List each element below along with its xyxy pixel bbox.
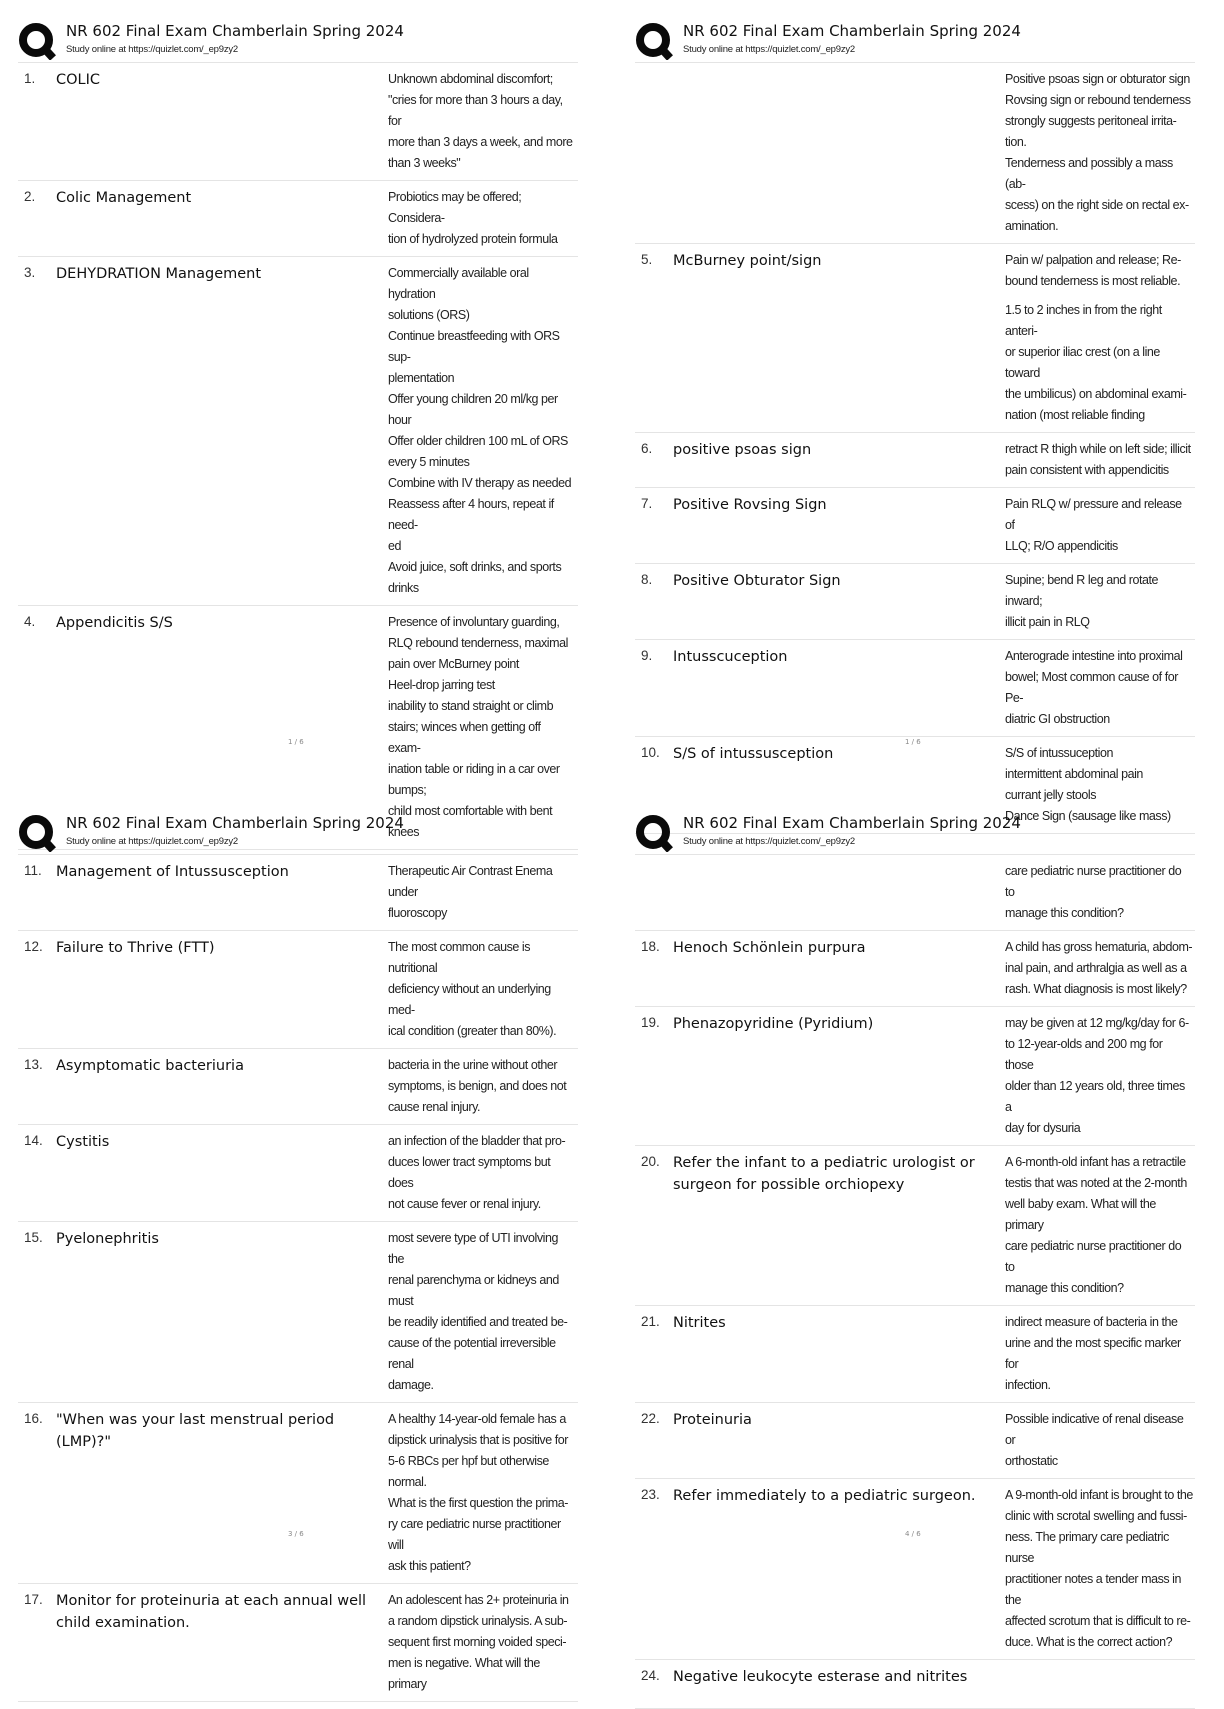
definition-line: bacteria in the urine without other bbox=[388, 1058, 558, 1072]
definition-line: ination table or riding in a car over bbox=[388, 762, 560, 776]
definition-line: ry care pediatric nurse practitioner will bbox=[388, 1517, 561, 1552]
card-term: S/S of intussusception bbox=[673, 746, 834, 762]
card-definition bbox=[1005, 1479, 1193, 1659]
definition-line: an infection of the bladder that pro- bbox=[388, 1134, 566, 1148]
flashcard-row bbox=[18, 854, 578, 931]
card-number: 13. bbox=[24, 1057, 43, 1072]
definition-line: stairs; winces when getting off exam- bbox=[388, 720, 541, 755]
definition-line: ed bbox=[388, 539, 402, 553]
card-term: Phenazopyridine (Pyridium) bbox=[673, 1016, 874, 1032]
definition-line: be readily identified and treated be- bbox=[388, 1315, 568, 1329]
card-term: Intusscuception bbox=[673, 649, 788, 665]
card-number: 17. bbox=[24, 1592, 43, 1607]
card-definition bbox=[388, 257, 576, 605]
definition-line: may be given at 12 mg/kg/day for 6- bbox=[1005, 1016, 1189, 1030]
definition-line: indirect measure of bacteria in the bbox=[1005, 1315, 1178, 1329]
flashcard-row bbox=[635, 1660, 1195, 1709]
definition-line: clinic with scrotal swelling and fussi- bbox=[1005, 1509, 1187, 1523]
definition-line: manage this condition? bbox=[1005, 1281, 1124, 1295]
flashcard-row bbox=[18, 1049, 578, 1125]
definition-line: hour bbox=[388, 413, 412, 427]
definition-line: A 6-month-old infant has a retractile bbox=[1005, 1155, 1186, 1169]
flashcard-row bbox=[635, 640, 1195, 737]
definition-line: renal parenchyma or kidneys and must bbox=[388, 1273, 559, 1308]
card-number: 21. bbox=[641, 1314, 660, 1329]
card-term: Positive Rovsing Sign bbox=[673, 497, 827, 513]
flashcard-list bbox=[635, 62, 1195, 834]
flashcard-row bbox=[635, 931, 1195, 1007]
card-term: McBurney point/sign bbox=[673, 253, 822, 269]
quizlet-logo-icon bbox=[18, 814, 56, 852]
quizlet-logo-icon bbox=[635, 814, 673, 852]
card-definition bbox=[1005, 1403, 1193, 1478]
flashcard-list bbox=[18, 62, 578, 850]
definition-line: RLQ rebound tenderness, maximal bbox=[388, 636, 568, 650]
flashcard-row bbox=[18, 181, 578, 257]
study-online-link[interactable]: Study online at https://quizlet.com/_ep9zy2 bbox=[683, 44, 856, 55]
definition-line: manage this condition? bbox=[1005, 906, 1124, 920]
flashcard-row bbox=[18, 1222, 578, 1403]
definition-line: Anterograde intestine into proximal bbox=[1005, 649, 1183, 663]
quizlet-logo-icon bbox=[18, 22, 56, 60]
study-online-link[interactable]: Study online at https://quizlet.com/_ep9zy2 bbox=[66, 836, 239, 847]
card-number: 24. bbox=[641, 1668, 660, 1683]
card-definition bbox=[1005, 640, 1193, 736]
card-number: 9. bbox=[641, 648, 653, 663]
card-term: Failure to Thrive (FTT) bbox=[56, 940, 215, 956]
definition-line: not cause fever or renal injury. bbox=[388, 1197, 541, 1211]
card-number: 5. bbox=[641, 252, 653, 267]
definition-line: most severe type of UTI involving the bbox=[388, 1231, 558, 1266]
card-number: 3. bbox=[24, 265, 36, 280]
definition-line: Tenderness and possibly a mass (ab- bbox=[1005, 156, 1173, 191]
card-number: 2. bbox=[24, 189, 36, 204]
flashcard-list bbox=[18, 854, 578, 1702]
definition-line: men is negative. What will the primary bbox=[388, 1656, 540, 1691]
flashcard-row bbox=[635, 488, 1195, 564]
flashcard-row bbox=[635, 1007, 1195, 1146]
card-definition bbox=[388, 1584, 576, 1701]
definition-line: Rovsing sign or rebound tenderness bbox=[1005, 93, 1191, 107]
definition-line: What is the first question the prima- bbox=[388, 1496, 568, 1510]
card-number: 18. bbox=[641, 939, 660, 954]
card-definition bbox=[388, 63, 576, 180]
page-title: NR 602 Final Exam Chamberlain Spring 2024 bbox=[683, 22, 1021, 40]
definition-line: 5-6 RBCs per hpf but otherwise normal. bbox=[388, 1454, 549, 1489]
definition-line: Heel-drop jarring test bbox=[388, 678, 495, 692]
definition-line: Positive psoas sign or obturator sign bbox=[1005, 72, 1190, 86]
card-term: Pyelonephritis bbox=[56, 1231, 159, 1247]
card-definition bbox=[1005, 1146, 1193, 1305]
definition-line: than 3 weeks" bbox=[388, 156, 461, 170]
flashcard-row bbox=[18, 62, 578, 181]
card-definition bbox=[388, 1403, 576, 1583]
definition-line: 1.5 to 2 inches in from the right anteri- bbox=[1005, 303, 1162, 338]
page-title: NR 602 Final Exam Chamberlain Spring 2024 bbox=[683, 814, 1021, 832]
card-term: Positive Obturator Sign bbox=[673, 573, 841, 589]
definition-line: Commercially available oral hydration bbox=[388, 266, 529, 301]
definition-line: a random dipstick urinalysis. A sub- bbox=[388, 1614, 568, 1628]
card-number: 14. bbox=[24, 1133, 43, 1148]
card-definition bbox=[388, 1222, 576, 1402]
card-number: 20. bbox=[641, 1154, 660, 1169]
card-term: Cystitis bbox=[56, 1134, 110, 1150]
definition-line: An adolescent has 2+ proteinuria in bbox=[388, 1593, 569, 1607]
card-definition bbox=[388, 1125, 576, 1221]
page-header bbox=[18, 812, 596, 854]
definition-line: symptoms, is benign, and does not bbox=[388, 1079, 567, 1093]
definition-line: amination. bbox=[1005, 219, 1059, 233]
definition-line: Combine with IV therapy as needed bbox=[388, 476, 572, 490]
definition-line: currant jelly stools bbox=[1005, 788, 1097, 802]
document-page bbox=[635, 812, 1213, 1685]
page-number: 1 / 6 bbox=[288, 738, 304, 746]
card-term: Proteinuria bbox=[673, 1412, 752, 1428]
definition-line: to 12-year-olds and 200 mg for those bbox=[1005, 1037, 1163, 1072]
definition-line: Reassess after 4 hours, repeat if need- bbox=[388, 497, 554, 532]
flashcard-row bbox=[635, 1146, 1195, 1306]
card-definition bbox=[1005, 433, 1193, 487]
definition-line: duce. What is the correct action? bbox=[1005, 1635, 1173, 1649]
definition-line: more than 3 days a week, and more bbox=[388, 135, 573, 149]
card-term: COLIC bbox=[56, 72, 101, 88]
definition-line: ness. The primary care pediatric nurse bbox=[1005, 1530, 1169, 1565]
definition-line: Probiotics may be offered; Considera- bbox=[388, 190, 522, 225]
card-definition bbox=[388, 931, 576, 1048]
definition-line: pain over McBurney point bbox=[388, 657, 519, 671]
flashcard-row bbox=[635, 62, 1195, 244]
document-page bbox=[635, 20, 1213, 823]
definition-line: orthostatic bbox=[1005, 1454, 1058, 1468]
card-term: Appendicitis S/S bbox=[56, 615, 173, 631]
card-term: "When was your last menstrual period (LMP)?" bbox=[56, 1412, 335, 1450]
card-term: Henoch Schönlein purpura bbox=[673, 940, 866, 956]
definition-line: cause renal injury. bbox=[388, 1100, 480, 1114]
page-number: 4 / 6 bbox=[905, 1530, 921, 1538]
definition-line: or superior iliac crest (on a line toward bbox=[1005, 345, 1160, 380]
flashcard-row bbox=[635, 564, 1195, 640]
definition-line: Offer older children 100 mL of ORS bbox=[388, 434, 568, 448]
page-header bbox=[635, 812, 1213, 854]
definition-line: inability to stand straight or climb bbox=[388, 699, 554, 713]
definition-line: ical condition (greater than 80%). bbox=[388, 1024, 557, 1038]
card-number: 4. bbox=[24, 614, 36, 629]
definition-line: solutions (ORS) bbox=[388, 308, 470, 322]
card-term: Negative leukocyte esterase and nitrites bbox=[673, 1669, 968, 1685]
definition-line: care pediatric nurse practitioner do to bbox=[1005, 1239, 1182, 1274]
flashcard-row bbox=[635, 854, 1195, 931]
card-number: 8. bbox=[641, 572, 653, 587]
card-number: 19. bbox=[641, 1015, 660, 1030]
definition-line: Continue breastfeeding with ORS sup- bbox=[388, 329, 560, 364]
flashcard-row bbox=[18, 1403, 578, 1584]
definition-line: strongly suggests peritoneal irrita- bbox=[1005, 114, 1177, 128]
definition-line: infection. bbox=[1005, 1378, 1051, 1392]
definition-line: the umbilicus) on abdominal exami- bbox=[1005, 387, 1187, 401]
flashcard-list bbox=[635, 854, 1195, 1709]
page-header bbox=[635, 20, 1213, 62]
definition-line: deficiency without an underlying med- bbox=[388, 982, 551, 1017]
card-term: DEHYDRATION Management bbox=[56, 266, 262, 282]
card-number: 1. bbox=[24, 71, 36, 86]
card-term: Asymptomatic bacteriuria bbox=[56, 1058, 244, 1074]
definition-line: intermittent abdominal pain bbox=[1005, 767, 1143, 781]
definition-line: illicit pain in RLQ bbox=[1005, 615, 1090, 629]
definition-line: nation (most reliable finding bbox=[1005, 408, 1145, 422]
definition-line: drinks bbox=[388, 581, 419, 595]
card-term: Management of Intussusception bbox=[56, 864, 289, 880]
definition-line: urine and the most specific marker for bbox=[1005, 1336, 1181, 1371]
card-definition bbox=[388, 1049, 576, 1124]
page-number: 1 / 6 bbox=[905, 738, 921, 746]
definition-line: well baby exam. What will the primary bbox=[1005, 1197, 1156, 1232]
definition-line: A 9-month-old infant is brought to the bbox=[1005, 1488, 1193, 1502]
card-number: 10. bbox=[641, 745, 660, 760]
definition-line: every 5 minutes bbox=[388, 455, 470, 469]
card-number: 11. bbox=[24, 863, 42, 878]
definition-line: fluoroscopy bbox=[388, 906, 447, 920]
flashcard-row bbox=[635, 1306, 1195, 1403]
card-definition bbox=[1005, 1007, 1193, 1145]
flashcard-row bbox=[18, 931, 578, 1049]
page-title: NR 602 Final Exam Chamberlain Spring 2024 bbox=[66, 22, 404, 40]
flashcard-row bbox=[18, 1584, 578, 1702]
definition-line: The most common cause is nutritional bbox=[388, 940, 531, 975]
card-definition bbox=[1005, 488, 1193, 563]
page-title: NR 602 Final Exam Chamberlain Spring 2024 bbox=[66, 814, 404, 832]
card-definition bbox=[1005, 1660, 1193, 1708]
definition-line: child most comfortable with bent bbox=[388, 804, 553, 818]
card-definition bbox=[1005, 63, 1193, 243]
card-number: 22. bbox=[641, 1411, 660, 1426]
definition-line: LLQ; R/O appendicitis bbox=[1005, 539, 1118, 553]
card-number: 12. bbox=[24, 939, 43, 954]
study-online-link[interactable]: Study online at https://quizlet.com/_ep9zy2 bbox=[66, 44, 239, 55]
definition-line: practitioner notes a tender mass in the bbox=[1005, 1572, 1182, 1607]
definition-line: Unknown abdominal discomfort; bbox=[388, 72, 553, 86]
definition-line: tion of hydrolyzed protein formula bbox=[388, 232, 558, 246]
definition-line: Offer young children 20 ml/kg per bbox=[388, 392, 558, 406]
definition-line: cause of the potential irreversible renal bbox=[388, 1336, 556, 1371]
flashcard-row bbox=[635, 244, 1195, 433]
definition-line: older than 12 years old, three times a bbox=[1005, 1079, 1185, 1114]
study-online-link[interactable]: Study online at https://quizlet.com/_ep9zy2 bbox=[683, 836, 856, 847]
flashcard-row bbox=[635, 1479, 1195, 1660]
definition-line: A child has gross hematuria, abdom- bbox=[1005, 940, 1193, 954]
card-number: 7. bbox=[641, 496, 653, 511]
definition-line: pain consistent with appendicitis bbox=[1005, 463, 1169, 477]
definition-line: care pediatric nurse practitioner do to bbox=[1005, 864, 1182, 899]
definition-line: ask this patient? bbox=[388, 1559, 471, 1573]
definition-line: Pain RLQ w/ pressure and release of bbox=[1005, 497, 1182, 532]
card-number: 16. bbox=[24, 1411, 43, 1426]
flashcard-row bbox=[635, 1403, 1195, 1479]
card-number: 15. bbox=[24, 1230, 43, 1245]
definition-line: "cries for more than 3 hours a day, for bbox=[388, 93, 563, 128]
definition-line: bumps; bbox=[388, 783, 427, 797]
card-number: 23. bbox=[641, 1487, 660, 1502]
flashcard-row bbox=[635, 433, 1195, 488]
definition-line: Pain w/ palpation and release; Re- bbox=[1005, 253, 1181, 267]
flashcard-row bbox=[18, 257, 578, 606]
definition-line: Dance Sign (sausage like mass) bbox=[1005, 809, 1171, 823]
definition-line: tion. bbox=[1005, 135, 1027, 149]
card-term: Refer the infant to a pediatric urologist or surgeon for possible orchiopexy bbox=[673, 1155, 975, 1193]
card-definition bbox=[1005, 244, 1193, 432]
quizlet-logo-icon bbox=[635, 22, 673, 60]
card-definition bbox=[388, 855, 576, 930]
page-header bbox=[18, 20, 596, 62]
definition-line: Presence of involuntary guarding, bbox=[388, 615, 560, 629]
card-definition bbox=[1005, 564, 1193, 639]
card-definition bbox=[1005, 1306, 1193, 1402]
definition-line: bound tenderness is most reliable. bbox=[1005, 274, 1181, 288]
definition-line: inal pain, and arthralgia as well as a bbox=[1005, 961, 1187, 975]
definition-line: testis that was noted at the 2-month bbox=[1005, 1176, 1187, 1190]
card-term: Refer immediately to a pediatric surgeon. bbox=[673, 1488, 976, 1504]
definition-line: diatric GI obstruction bbox=[1005, 712, 1110, 726]
card-term: Colic Management bbox=[56, 190, 192, 206]
document-page bbox=[18, 20, 596, 839]
definition-line: Possible indicative of renal disease or bbox=[1005, 1412, 1184, 1447]
definition-line: scess) on the right side on rectal ex- bbox=[1005, 198, 1189, 212]
card-definition bbox=[388, 181, 576, 256]
definition-line: sequent first morning voided speci- bbox=[388, 1635, 567, 1649]
card-number: 6. bbox=[641, 441, 653, 456]
definition-line: retract R thigh while on left side; illicit bbox=[1005, 442, 1191, 456]
definition-line: Supine; bend R leg and rotate inward; bbox=[1005, 573, 1159, 608]
definition-gap bbox=[1005, 292, 1193, 300]
definition-line: dipstick urinalysis that is positive for bbox=[388, 1433, 568, 1447]
definition-line: Therapeutic Air Contrast Enema under bbox=[388, 864, 553, 899]
flashcard-row bbox=[18, 1125, 578, 1222]
definition-line: S/S of intussuception bbox=[1005, 746, 1113, 760]
card-term: positive psoas sign bbox=[673, 442, 812, 458]
definition-line: rash. What diagnosis is most likely? bbox=[1005, 982, 1187, 996]
page-number: 3 / 6 bbox=[288, 1530, 304, 1538]
document-page bbox=[18, 812, 596, 1691]
definition-line: knees bbox=[388, 825, 420, 839]
definition-line: bowel; Most common cause of for Pe- bbox=[1005, 670, 1178, 705]
card-term: Nitrites bbox=[673, 1315, 726, 1331]
definition-line: A healthy 14-year-old female has a bbox=[388, 1412, 566, 1426]
definition-line: affected scrotum that is difficult to re- bbox=[1005, 1614, 1191, 1628]
definition-line: plementation bbox=[388, 371, 455, 385]
definition-line: damage. bbox=[388, 1378, 434, 1392]
definition-line: Avoid juice, soft drinks, and sports bbox=[388, 560, 562, 574]
definition-line: duces lower tract symptoms but does bbox=[388, 1155, 551, 1190]
card-term: Monitor for proteinuria at each annual well child examination. bbox=[56, 1593, 367, 1631]
definition-line: day for dysuria bbox=[1005, 1121, 1081, 1135]
card-definition bbox=[1005, 855, 1193, 930]
card-definition bbox=[1005, 931, 1193, 1006]
